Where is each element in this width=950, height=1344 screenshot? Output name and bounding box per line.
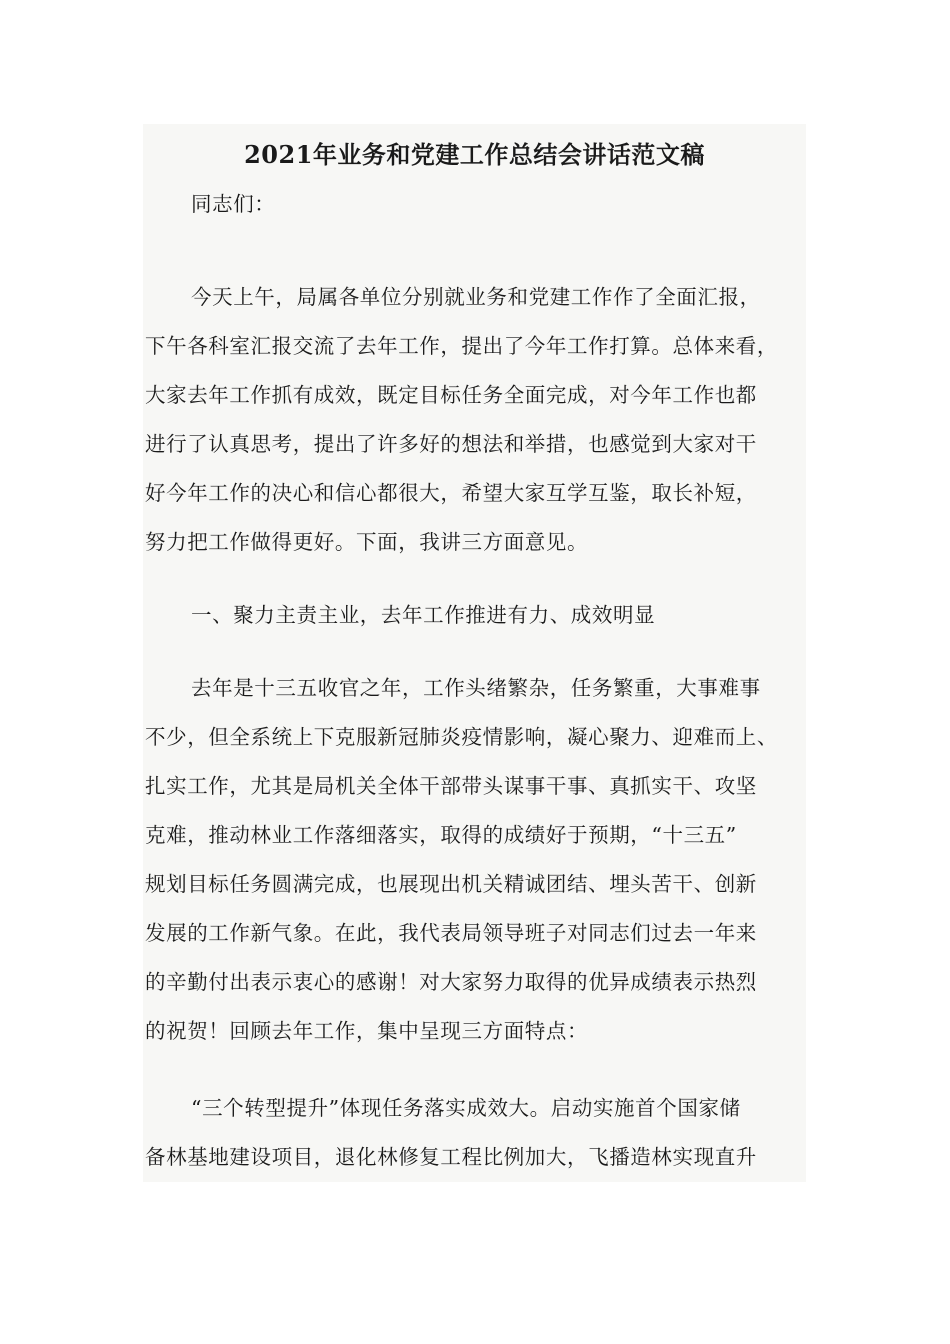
paragraph-1-line-4: 进行了认真思考，提出了许多好的想法和举措，也感觉到大家对干	[145, 432, 757, 456]
paragraph-1-line-3: 大家去年工作抓有成效，既定目标任务全面完成，对今年工作也都	[145, 383, 757, 407]
salutation: 同志们：	[191, 192, 276, 216]
paragraph-1-line-2: 下午各科室汇报交流了去年工作，提出了今年工作打算。总体来看，	[145, 334, 778, 358]
paragraph-3-line-2: 不少，但全系统上下克服新冠肺炎疫情影响，凝心聚力、迎难而上、	[145, 725, 778, 749]
paragraph-3-line-3: 扎实工作，尤其是局机关全体干部带头谋事干事、真抓实干、攻坚	[145, 774, 757, 798]
paragraph-3-line-7: 的辛勤付出表示衷心的感谢！对大家努力取得的优异成绩表示热烈	[145, 970, 757, 994]
paragraph-3-line-5: 规划目标任务圆满完成，也展现出机关精诚团结、埋头苦干、创新	[145, 872, 757, 896]
paragraph-3-line-1: 去年是十三五收官之年，工作头绪繁杂，任务繁重，大事难事	[191, 676, 761, 700]
paragraph-1-line-6: 努力把工作做得更好。下面，我讲三方面意见。	[145, 530, 589, 554]
paragraph-3-line-8: 的祝贺！回顾去年工作，集中呈现三方面特点：	[145, 1019, 589, 1043]
paragraph-3-line-4: 克难，推动林业工作落细落实，取得的成绩好于预期，“十三五”	[145, 823, 737, 847]
document-title: 2021年业务和党建工作总结会讲话范文稿	[244, 140, 705, 169]
paragraph-1-line-5: 好今年工作的决心和信心都很大，希望大家互学互鉴，取长补短，	[145, 481, 757, 505]
document-page	[143, 124, 806, 1182]
section-heading-1: 一、聚力主责主业，去年工作推进有力、成效明显	[191, 603, 656, 627]
paragraph-1-line-1: 今天上午，局属各单位分别就业务和党建工作作了全面汇报，	[191, 285, 761, 309]
paragraph-4-line-1: “三个转型提升”体现任务落实成效大。启动实施首个国家储	[191, 1096, 741, 1120]
paragraph-4-line-2: 备林基地建设项目，退化林修复工程比例加大，飞播造林实现直升	[145, 1145, 757, 1169]
paragraph-3-line-6: 发展的工作新气象。在此，我代表局领导班子对同志们过去一年来	[145, 921, 757, 945]
